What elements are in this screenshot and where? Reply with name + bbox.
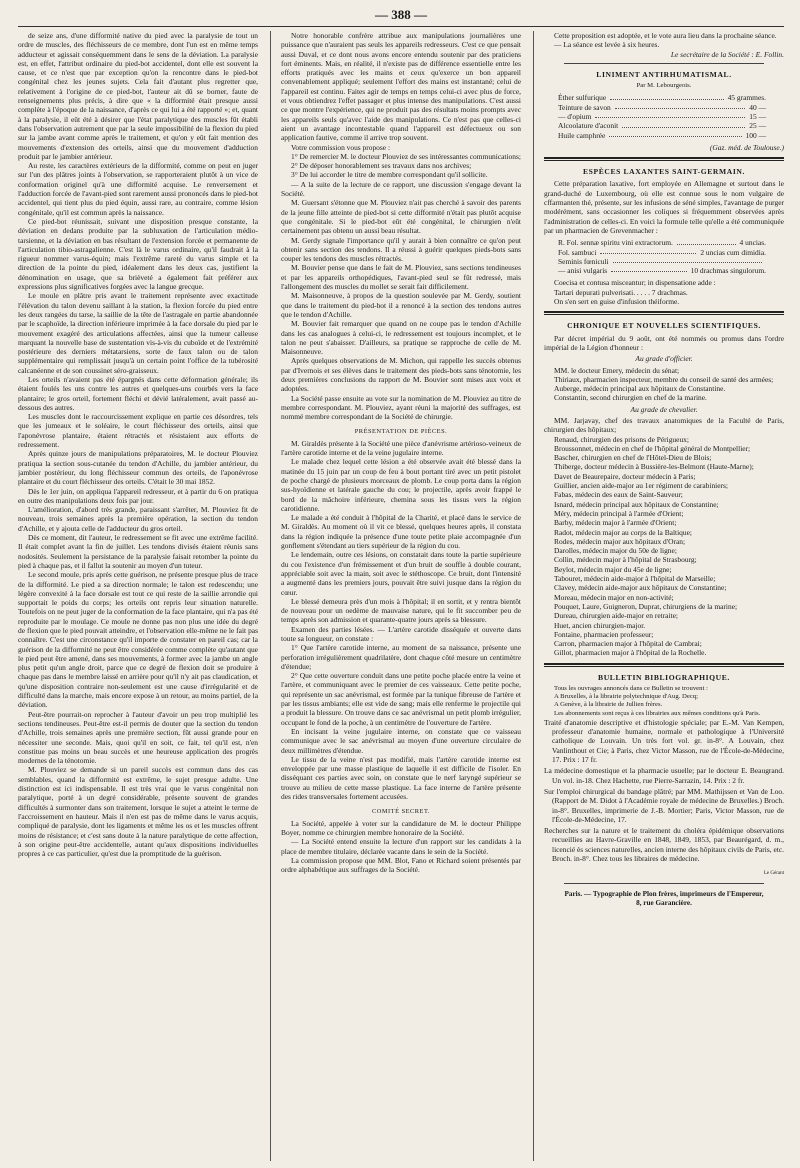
paragraph: Notre honorable confrère attribue aux manipulations journalières une puissance que n'auraient pas seuls les appareils redresseurs. C'est ce que pensait aussi Duval, et ce dont nous avons encore entendu soutenir par des praticiens fort éminents. Mais, en réalité, il n'existe pas de différence essentielle entre les efforts pratiqués avec les mains et ceux qu'exerce un bon appareil convenablement appliqué; seulement l'effort des mains est instantané; celui de l'appareil est continu. Faites agir de temps en temps celui-ci avec plus de force, et vous obtiendrez l'effet passager et plus intense des manipulations. C'est aussi ce que montre l'expérience, qui ne produit pas des résultats moins prompts avec les appareils seuls qu'avec l'aide des manipulations. Ce n'est pas que celles-ci aient un avantage incontestable quand l'appareil est défectueux ou son application fautive, comme il arrive trop souvent.: [281, 31, 521, 143]
paragraph: 3° De lui accorder le titre de membre correspondant qu'il sollicite.: [291, 170, 488, 180]
paragraph: Méry, médecin principal à l'armée d'Orient;: [554, 508, 684, 518]
officiers-list: [544, 366, 784, 403]
paragraph: M. Maisonneuve, à propos de la question soulevée par M. Gerdy, soutient que dans le traitement du pied-bot il a renoncé à la section des tendons autres que le tendon d'Achille.: [281, 291, 521, 319]
paragraph: La Société passe ensuite au vote sur la nomination de M. Plouviez au titre de membre correspondant. M. Plouviez, ayant réuni la majorité des suffrages, est nommé membre correspondant de la Société de chirurgie.: [281, 393, 521, 422]
especes-body: Cette préparation laxative, fort employée en Allemagne et surtout dans le grand-duché de Luxembourg, où elle est connue sous le nom vulgaire de cffarmanten thé, présente, sur les infusions de séné simples, l'avantage de purger modérément, sans occasionner les coliques si fréquemment observées après l'administration de celles-ci. En voici la formule telle qu'elle a été communiquée par un pharmacien de Grevenmacher :: [544, 179, 784, 235]
paragraph: Ce pied-bot réunissait, suivant une disposition presque constante, la déviation en dedans produite par la subluxation de l'articulation médio-tarsienne, et la déviation en bas résultant de l'extension forcée et permanente de l'articulation tibio-astragalienne. C'est là le varus ordinaire, qu'il faudrait à la rigueur nommer varus-équin; mais l'extrême rareté du varus simple et la direction de la pointe du pied, idéalement dans les deux cas, justifient la dénomination en usage, que sa brièveté a également fait préférer aux expressions plus significatives forgées avec la langue grecque.: [18, 216, 258, 292]
grade-officier: Au grade d'officier.: [635, 354, 693, 364]
paragraph: Les abonnements sont reçus à ces librairies aux mêmes conditions qu'à Paris.: [554, 709, 761, 717]
paragraph: MM. Jarjavay, chef des travaux anatomiques de la Faculté de Paris, chirurgien des hôpitaux;: [544, 416, 784, 435]
ingredient-name: — d'opium: [558, 111, 592, 121]
paragraph: Renaud, chirurgien des prisons de Périgueux;: [554, 434, 689, 444]
paragraph: Rodes, médecin major aux hôpitaux d'Oran;: [554, 536, 686, 546]
ingredient-name: Fol. sambuci: [558, 247, 597, 257]
secretary-signature: Le secrétaire de la Société : E. Follin.: [670, 49, 784, 59]
paragraph: Radot, médecin major au corps de la Baltique;: [554, 527, 692, 537]
paragraph: Le tissu de la veine n'est pas modifié, mais l'artère carotide interne est enveloppée par une masse plastique de laquelle il est difficile de l'isoler. En disséquant ces parties avec soin, on constate que le nerf laryngé supérieur se trouve au milieu de cette masse plastique. La face interne de l'artère présente des rides transversales fortement accusées.: [281, 754, 521, 802]
ingredient-row: [558, 131, 784, 140]
column-2: [270, 31, 521, 1161]
paragraph: Darolles, médecin major du 50e de ligne;: [554, 546, 677, 556]
paragraph: Votre commission vous propose :: [291, 142, 391, 152]
paragraph: 2° De déposer honorablement ses travaux dans nos archives;: [291, 161, 472, 171]
paragraph: Les orteils n'avaient pas été épargnés dans cette déformation générale; ils étaient foulés les uns contre les autres et quelques-uns courbés vers la face plantaire; le gros orteil, fortement fléchi et dévié latéralement, avait passé au-dessous des autres.: [18, 374, 258, 412]
paragraph: En incisant la veine jugulaire interne, on constate que ce vaisseau communique avec le sac anévrismal au moyen d'une ouverture circulaire de deux millimètres d'étendue.: [281, 726, 521, 755]
paragraph: Dès le 1er juin, on appliqua l'appareil redresseur, et à partir du 6 on pratiqua en outre des manipulations deux fois par jour.: [18, 486, 258, 505]
chronique-title: CHRONIQUE ET NOUVELLES SCIENTIFIQUES.: [567, 321, 761, 331]
ingredient-name: Alcoolature d'aconit: [558, 121, 619, 131]
paragraph: Tartari depurati pulverisati. . . . . 7 drachmas.: [554, 287, 688, 297]
ingredient-name: Seminis fœniculi: [558, 256, 609, 266]
paragraph: — La Société entend ensuite la lecture d'un rapport sur les candidats à la place de membre titulaire, déclarée vacante dans le sein de la Société.: [281, 837, 521, 856]
paragraph: Le malade a été conduit à l'hôpital de la Charité, et placé dans le service de M. Giraldès. Au moment où il vit ce blessé, quelques heures après, il constata dans la région indiquée la présence d'une toute petite plaie accompagnée d'un gonflement s'étendant au tiers supérieur de la région du cou.: [281, 513, 521, 551]
ingredient-quantity: 10 drachmas singulorum.: [690, 266, 766, 276]
ingredient-quantity: 25 —: [749, 121, 766, 131]
ingredient-quantity: 4 uncias.: [739, 238, 766, 248]
paragraph: MM. le docteur Emery, médecin du sénat;: [554, 365, 680, 375]
paragraph: Tous les ouvrages annoncés dans ce Bulletin se trouvent :: [554, 685, 708, 693]
dot-leader: [611, 266, 686, 272]
dot-leader: [609, 131, 741, 137]
column-3: [533, 31, 784, 1161]
divider: [564, 63, 764, 64]
ingredient-row: [558, 248, 784, 257]
paragraph: Gillot, pharmacien major à l'hôpital de la Rochelle.: [554, 648, 707, 658]
ingredient-quantity: 15 —: [749, 111, 766, 121]
divider: [544, 157, 784, 161]
paragraph: Pouquet, Laure, Guigneron, Duprat, chirurgiens de la marine;: [554, 601, 738, 611]
divider: [544, 663, 784, 667]
paragraph: Après quelques observations de M. Michon, qui rappelle les succès obtenus par d'Ivernois et ses élèves dans le traitement des pieds-bots sans ténotomie, les deux premières conclusions du rapport de M. Bouvier sont mises aux voix et adoptées.: [281, 356, 521, 394]
ingredient-name: Éther sulfurique: [558, 93, 607, 103]
paragraph: M. Bouvier fait remarquer que quand on ne coupe pas le tendon d'Achille dans les cas analogues à celui-ci, le redressement est toujours incomplet, et le talon ne peut s'abaisser. D'ailleurs, sa pratique se rapproche de celle de M. Maisonneuve.: [281, 319, 521, 357]
ingredient-row: [558, 238, 784, 247]
paragraph: Les muscles dont le raccourcissement explique en partie ces désordres, tels que les jumeaux et le soléaire, le court fléchisseur des orteils, ainsi que l'aponévrose plantaire, étaient rétractés et résistaient aux efforts de redressement.: [18, 412, 258, 450]
comite-secret-text: [281, 819, 521, 875]
rapport-discussion: [281, 31, 521, 421]
paragraph: Coecisa et contusa misceantur; in dispensatione adde :: [554, 278, 716, 288]
paragraph: Sur l'emploi chirurgical du bandage plâtré; par MM. Mathijssen et Van de Loo. (Rapport de M. Didot à l'Académie royale de médecine de Bruxelles.) Broch. in-8°. Bruxelles, imprimerie de J.-B. Mortier; Paris, Victor Masson, rue de l'École-de-Médecine, 17.: [544, 786, 784, 824]
paragraph: Carron, pharmacien major à l'hôpital de Cambrai;: [554, 639, 702, 649]
paragraph: Traité d'anatomie descriptive et d'histologie spéciale; par E.-M. Van Kempen, professeur d'anatomie humaine, normale et pathologique à l'Université catholique de Louvain. Un très fort vol. gr. in-8°. A Louvain, chez Vanlinthout et Cie; à Paris, chez Victor Masson, rue de l'École-de-Médecine, 17. Prix : 17 fr.: [544, 717, 784, 765]
paragraph: M. Giraldès présente à la Société une pièce d'anévrisme artérioso-veineux de l'artère carotide interne et de la veine jugulaire interne.: [281, 438, 521, 458]
paragraph: — A la suite de la lecture de ce rapport, une discussion s'engage devant la Société.: [281, 179, 521, 199]
paragraph: Le malade chez lequel cette lésion a été observée avait été blessé dans la matinée du 15 juin par un coup de feu à bout portant tiré avec un petit pistolet de poche chargé de plusieurs morceaux de plomb. Le coup porta dans la région sus-hyoïdienne et latérale gauche du cou; le projectile, après avoir frappé le bord de la mâchoire inférieure, chemina sous les tissus vers la région carotidienne.: [281, 457, 521, 513]
divider: [544, 311, 784, 315]
page-number: — 388 —: [375, 7, 427, 22]
column-1: [18, 31, 258, 1161]
bulletin-notice: [544, 685, 784, 718]
paragraph: 1° De remercier M. le docteur Plouviez de ses intéressantes communications;: [291, 151, 521, 161]
paragraph: Thiriaux, pharmacien inspecteur, membre du conseil de santé des armées;: [554, 374, 774, 384]
paragraph: M. Bouvier pense que dans le fait de M. Plouviez, sans sections tendineuses et par les appareils orthopédiques, l'avant-pied seul se fût redressé, mais l'allongement des muscles du mollet se serait fait difficilement.: [281, 263, 521, 292]
paragraph: A Genève, à la librairie de Jullien frères.: [554, 701, 663, 709]
paragraph: — La séance est levée à six heures.: [554, 40, 660, 50]
ingredient-quantity: 40 —: [749, 102, 766, 112]
dot-leader: [600, 248, 696, 254]
grade-chevalier: Au grade de chevalier.: [630, 404, 698, 414]
paragraph: Isnard, médecin principal aux hôpitaux de Constantine;: [554, 499, 719, 509]
paragraph: Davet de Beaurepaire, docteur médecin à Paris;: [554, 471, 696, 481]
paragraph: 2° Que cette ouverture conduit dans une petite poche placée entre la veine et l'artère, et communiquant avec le premier de ces vaisseaux. Cette petite poche, qui représente un sac anévrismal, est formée par la tunique fibreuse de l'artère et par les tissus ambiants; elle est vide de sang; mais elle renferme le projectile qui a produit la blessure. On trouve dans ce sac anévrismal un petit plomb irrégulier, occupant le fond de la poche, à un centimètre de l'ouverture de l'artère.: [281, 671, 521, 727]
paragraph: Fabas, médecin des eaux de Saint-Sauveur;: [554, 490, 683, 500]
paragraph: M. Guersant s'étonne que M. Plouviez n'ait pas cherché à savoir des parents de la jeune fille atteinte de pied-bot si cette difformité n'était pas plutôt acquise que congénitale. Si le pied-bot eût été congénital, le chirurgien n'eût certainement pas obtenu un aussi beau résultat.: [281, 198, 521, 236]
paragraph: Cette proposition est adoptée, et le vote aura lieu dans la prochaine séance.: [554, 31, 777, 40]
imprint-line-1: Paris. — Typographie de Plon frères, imprimeurs de l'Empereur,: [564, 889, 764, 898]
paragraph: Recherches sur la nature et le traitement du choléra épidémique observations recueillies au Havre-Graville en 1848, 1849, 1853, par Beaurégard, d. m., licencié ès sciences naturelles, ancien interne des hôpitaux civils de Paris, etc. Broch. in-8°. Chez tous les libraires de médecine.: [544, 826, 784, 863]
paragraph: Dès ce moment, dit l'auteur, le redressement se fit avec une extrême facilité. Il était complet avant la fin de juillet. Les tendons divisés étaient réunis sans nodosités. Seulement la persistance de la paralysie faisait retomber la pointe du pied à chaque pas, et il fallut la soutenir au moyen d'un tuteur.: [18, 533, 258, 570]
dot-leader: [615, 103, 746, 109]
paragraph: Thiberge, docteur médecin à Bussière-les-Belmont (Haute-Marne);: [554, 462, 754, 472]
dot-leader: [610, 93, 723, 99]
especes-title: ESPÈCES LAXANTES SAINT-GERMAIN.: [582, 167, 745, 177]
paragraph: Auberge, médecin principal aux hôpitaux de Constantine.: [554, 384, 726, 394]
gerant-label: Le Gérant: [763, 871, 784, 877]
paragraph: Broussonnet, médecin en chef de l'hôpital général de Montpellier;: [554, 443, 751, 453]
paragraph: Bascher, chirurgien en chef de l'Hôtel-Dieu de Blois;: [554, 453, 712, 463]
chevaliers-list: [544, 416, 784, 658]
liniment-ingredients: [544, 93, 784, 139]
liniment-source: (Gaz. méd. de Toulouse.): [709, 142, 784, 152]
especes-after: [544, 278, 784, 306]
paragraph: On s'en sert en guise d'infusion théiforme.: [554, 297, 680, 307]
paragraph: La Société, appelée à voter sur la candidature de M. le docteur Philippe Boyer, nomme ce chirurgien membre honoraire de la Société.: [281, 818, 521, 837]
especes-formula: [544, 238, 784, 275]
heading-comite-secret: COMITÉ SECRET.: [371, 808, 430, 816]
paragraph: Peut-être pourrait-on reprocher à l'auteur d'avoir un peu trop multiplié les sections tendineuses. Peut-être est-il permis de douter que la section du tendon d'Achille, trois semaines après une première section, fût aussi grande pour en nécessiter une seconde. Mais, quoi qu'il en soit, ce fait, tel qu'il est, n'en constitue pas moins un beau succès et une heureuse application des progrès modernes de la ténotomie.: [18, 709, 258, 766]
paragraph: 1° Que l'artère carotide interne, au moment de sa naissance, présente une perforation irrégulièrement quadrilatère, dont chaque côté mesure un centimètre d'étendue;: [281, 643, 521, 671]
heading-presentation-pieces: PRÉSENTATION DE PIÈCES.: [354, 428, 448, 436]
paragraph: Beylot, médecin major du 45e de ligne;: [554, 564, 672, 574]
paragraph: Collin, médecin major à l'hôpital de Strasbourg;: [554, 555, 697, 565]
dot-leader: [677, 238, 736, 244]
bulletin-entries: [544, 718, 784, 863]
paragraph: Fontaine, pharmacien professeur;: [554, 629, 654, 639]
paragraph: M. Plouviez se demande si un pareil succès est commun dans des cas semblables, quand la difformité est extrême, le sujet presque adulte. Une distinction est ici indispensable. Il est très vrai que le varus congénital non paralytique, porté à un degré considérable, présente souvent de grandes difficultés à surmonter dans son traitement, lorsque le sujet a atteint le terme de l'accroissement en hauteur. Mais il n'en est pas de même dans le varus acquis, compliqué de paralysie, dont les ligaments et même les os et les muscles offrent moins de résistance; et c'est sans doute à la nature paralytique de cette affection, à son origine peut-être accidentelle, autant qu'aux dispositions individuelles propres à ce cas particulier, qu'est due la promptitude de la guérison.: [18, 765, 258, 859]
dot-leader: [622, 121, 745, 127]
chronique-intro: Par décret impérial du 9 août, ont été nommés ou promus dans l'ordre impérial de la Légion d'honneur :: [544, 333, 784, 352]
paragraph: Le moule en plâtre pris avant le traitement représente avec exactitude l'élévation du talon devenu saillant à la station, la flexion forcée du pied entre les deux rangées du tarse, la saillie de la tête de l'astragale en partie abandonnée par le scaphoïde, la direction inférieure imprimée à la face dorsale du pied par le mouvement exagéré des articulations affectées, ainsi que la tumeur calleuse marquant la nouvelle base de sustentation vis-à-vis du cuboïde et de l'extrémité postérieure des derniers métatarsiens, sorte de faux talon ou de talon supplémentaire qui remplissait jusqu'à un certain point l'office de la tubérosité calcanéenne et de son coussinet séro-graisseux.: [18, 291, 258, 375]
paragraph: Dureau, chirurgien aide-major en retraite;: [554, 611, 678, 621]
ingredient-name: Teinture de savon: [558, 102, 611, 112]
ingredient-name: — anisi vulgaris: [558, 266, 608, 276]
dot-leader: [595, 112, 745, 118]
paragraph: L'amélioration, d'abord très grande, paraissant s'arrêter, M. Plouviez fit de nouveau, trois semaines après la première opération, la section du tendon d'Achille, et y ajouta celle de l'adducteur du gros orteil.: [18, 505, 258, 533]
paragraph: Le blessé demeura près d'un mois à l'hôpital; il en sortit, et y rentra bientôt de nouveau pour un oedème de mauvaise nature, qui le fit succomber peu de temps après son admission et quarante-quatre jours après sa blessure.: [281, 596, 521, 625]
paragraph: La médecine domestique et la pharmacie usuelle; par le docteur E. Beaugrand. Un vol. in-18. Chez Hachette, rue Pierre-Sarrazin, 14. Prix : 2 fr.: [544, 766, 784, 785]
paragraph: Après quinze jours de manipulations préparatoires, M. le docteur Plouviez pratiqua la section sous-cutanée du tendon d'Achille, du jambier antérieur, du jambier postérieur, du long fléchisseur commun des orteils, de l'aponévrose plantaire et du court fléchisseur des orteils. C'était le 30 mai 1852.: [18, 449, 258, 487]
paragraph: Le second moule, pris après cette guérison, ne présente presque plus de trace de la difformité. Le pied a sa direction normale; le talon est redescendu; une légère convexité à la face dorsale est tout ce qui reste de la saillie arrondie qui supportait le poids du corps; les orteils ont repris leur situation naturelle. Toutefois on ne peut juger de la conformation de la face plantaire, qui n'a pas été reproduite par le moulage. Ce moule ne donne pas non plus une idée du degré de flexion que le pied pouvait atteindre, et l'observation elle-même ne le fait pas connaître. C'est une circonstance qu'il importe de constater en pareil cas; car la guérison de la difformité ne peut être considérée comme complète qu'autant que le pied peut être amené, dans ses mouvements, à former avec la jambe un angle plus petit qu'un angle droit, parce que ce degré de flexion doit se produire à chaque pas dans le membre laissé en arrière pour qu'il n'y ait pas claudication, et qu'une disposition contraire non-seulement est une cause d'irrégularité et de difficulté dans la marche, mais encore expose à un retour, au moins partiel, de la déviation.: [18, 570, 258, 710]
ingredient-row: [558, 257, 784, 266]
columns: [18, 31, 784, 1161]
paragraph: La commission propose que MM. Blot, Fano et Richard soient présentés par ordre alphabétique aux suffrages de la Société.: [281, 855, 521, 875]
dot-leader: [613, 257, 762, 263]
paragraph: Clavey, médecin aide-major aux hôpitaux de Constantine;: [554, 583, 727, 593]
bulletin-title: BULLETIN BIBLIOGRAPHIQUE.: [598, 672, 730, 682]
paragraph: Le lendemain, outre ces lésions, on constatait dans toute la partie supérieure du cou l'existence d'un frémissement et d'un bruit de souffle à double courant, appréciable soit avec la main, soit avec le stéthoscope. Ce bruit, dont l'intensité a augmenté dans les premiers jours, pouvait être suivi jusque dans la région du cœur.: [281, 550, 521, 597]
header-rule: [18, 26, 784, 27]
paragraph: de seize ans, d'une difformité native du pied avec la paralysie de tout un ordre de muscles, des fléchisseurs de ce membre, dont l'un est en même temps adducteur et agissait conséquemment dans le sens de la déviation. La paralysie est, en effet, l'attribut ordinaire du pied-bot accidentel, dont elle est souvent la cause, et ce n'est que par exception qu'on la rencontre dans le pied-bot congénital chez les jeunes sujets. Cela fait d'autant plus regretter que, relativement à l'origine de ce pied-bot, l'auteur ait dû se borner, faute de renseignements plus précis, à dire que « la difformité était presque aussi complète à l'époque de la naissance, d'après ce qui lui a été rapporté »; et, quant à la paralysie, il eût été à désirer que l'état paralytique des muscles fût établi dans l'observation autrement que par la seule impossibilité de la flexion du pied sur la jambe avant comme après le traitement, et qu'on y eût fait mention des mouvements d'extension des orteils, ainsi que du mouvement d'adduction produit par le jambier antérieur.: [18, 31, 258, 161]
imprint-line-2: 8, rue Garancière.: [636, 898, 692, 907]
seance-closing: [544, 31, 784, 50]
ingredient-quantity: 45 grammes.: [727, 93, 766, 103]
ingredient-row: [558, 266, 784, 275]
paragraph: A Bruxelles, à la librairie polytechnique d'Aug. Decq;: [554, 693, 699, 701]
paragraph: Huet, ancien chirurgien-major.: [554, 620, 646, 630]
liniment-author: Par M. Lebourgeois.: [636, 82, 692, 90]
paragraph: Guillier, ancien aide-major au 1er régiment de carabiniers;: [554, 481, 728, 491]
liniment-title: LINIMENT ANTIRHUMATISMAL.: [596, 69, 732, 79]
divider: [564, 883, 764, 884]
paragraph: Barby, médecin major à l'armée d'Orient;: [554, 518, 677, 528]
ingredient-row: [558, 121, 784, 130]
paragraph: Au reste, les caractères extérieurs de la difformité, comme on peut en juger sur l'un des plâtres joints à l'observation, se rapporteraient plutôt à un vice de conformation originel qu'à une difformité acquise. Le renversement et l'adduction forcée de l'avant-pied sont rarement aussi prononcés dans le pied-bot accidentel, qui tient plus du pied équin, aussi rare, au contraire, comme lésion congénitale, qu'il est commun après la naissance.: [18, 161, 258, 217]
paragraph: Tabouret, médecin aide-major à l'hôpital de Marseille;: [554, 574, 716, 584]
ingredient-row: [558, 103, 784, 112]
paragraph: Moreau, médecin major en non-activité;: [554, 592, 674, 602]
ingredient-quantity: 2 uncias cum dimidia.: [700, 247, 766, 257]
ingredient-row: [558, 93, 784, 102]
ingredient-row: [558, 112, 784, 121]
paragraph: M. Gerdy signale l'importance qu'il y aurait à bien connaître ce qu'on peut obtenir sans section des tendons. Il a réussi à guérir quelques pieds-bots sans couper les tendons des muscles rétractés.: [281, 235, 521, 264]
presentation-pieces-text: [281, 439, 521, 802]
ingredient-name: R. Fol. sennæ spiritu vini extractorum.: [558, 238, 673, 248]
ingredient-name: Huile camphrée: [558, 130, 606, 140]
ingredient-quantity: 100 —: [745, 130, 766, 140]
paragraph: Constantin, second chirurgien en chef de la marine.: [554, 393, 707, 403]
paragraph: Examen des parties lésées. — L'artère carotide disséquée et ouverte dans toute sa longueur, on constate :: [281, 624, 521, 643]
